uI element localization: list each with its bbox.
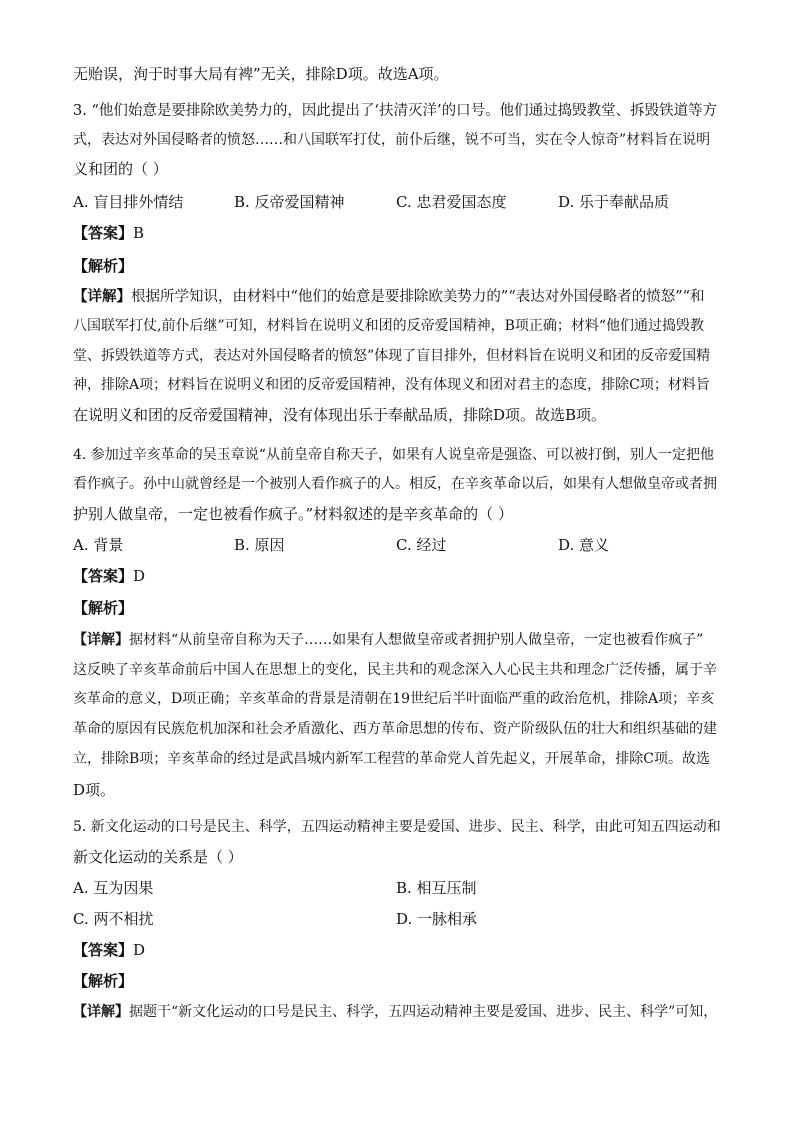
question-stem-line: 看作疯子。孙中山就曾经是一个被别人看作疯子的人。相反，在辛亥革命以后，如果有人想做皇帝或者拥 — [73, 476, 717, 492]
detail-line: 立，排除B项；辛亥革命的经过是武昌城内新军工程营的革命党人首先起义，开展革命，排除C项。故选 — [73, 751, 710, 767]
detail-line: 堂、拆毁铁道等方式，表达对外国侵略者的愤怒”体现了盲目排外，但材料旨在说明义和团的反帝爱国精 — [73, 348, 711, 364]
detail-tag: 【详解】 — [73, 288, 131, 305]
question-stem-line: 4. 参加过辛亥革命的吴玉章说“从前皇帝自称天子，如果有人说皇帝是强盗、可以被打倒，别人一定把他 — [73, 447, 714, 463]
option-b: B. 相互压制 — [396, 879, 477, 897]
option-c: C. 经过 — [396, 536, 447, 554]
question-stem-line: 护别人做皇帝，一定也被看作疯子。”材料叙述的是辛亥革命的（ ） — [73, 505, 513, 523]
question-stem-line: 义和团的（ ） — [73, 160, 168, 178]
detail-line: 这反映了辛亥革命前后中国人在思想上的变化，民主共和的观念深入人心民主共和理念广泛传播，属于辛 — [73, 662, 717, 678]
question-stem-line: 式，表达对外国侵略者的愤怒……和八国联军打仗，前仆后继，锐不可当，实在令人惊奇”材料旨在说明 — [73, 132, 711, 148]
option-d: D. 意义 — [558, 536, 610, 554]
answer-value: D — [133, 567, 146, 585]
option-d: D. 一脉相承 — [396, 910, 478, 928]
detail-line: 革命的原因有民族危机加深和社会矛盾激化、西方革命思想的传布、资产阶级队伍的壮大和组织基础的建 — [73, 721, 717, 737]
analysis-tag: 【解析】 — [73, 257, 134, 275]
answer-line — [73, 940, 145, 960]
answer-line — [73, 223, 144, 243]
detail-line: D项。 — [73, 781, 116, 799]
option-c: C. 忠君爱国态度 — [396, 193, 507, 211]
answer-value: D — [133, 941, 146, 959]
detail-line: 八国联军打仗,前仆后继”可知，材料旨在说明义和团的反帝爱国精神，B项正确；材料“他们通过捣毁教 — [73, 318, 705, 334]
paragraph-line: 无贻误，洵于时事大局有裨”无关，排除D项。故选A项。 — [73, 65, 449, 83]
detail-line — [73, 1002, 717, 1022]
option-a: A. 盲目排外情结 — [73, 193, 184, 211]
analysis-tag: 【解析】 — [73, 599, 134, 617]
detail-text: 根据所学知识，由材料中“他们的始意是要排除欧美势力的”“表达对外国侵略者的愤怒”“和 — [131, 289, 705, 305]
answer-tag: 【答案】 — [73, 224, 134, 242]
detail-tag: 【详解】 — [73, 1004, 129, 1020]
detail-tag: 【详解】 — [73, 632, 129, 648]
detail-line: 神，排除A项；材料旨在说明义和团的反帝爱国精神，没有体现义和团对君主的态度，排除C项；材料旨 — [73, 377, 710, 393]
analysis-tag: 【解析】 — [73, 972, 134, 990]
answer-line — [73, 566, 145, 586]
option-a: A. 背景 — [73, 536, 124, 554]
answer-value: B — [133, 224, 145, 242]
option-c: C. 两不相扰 — [73, 910, 154, 928]
detail-text: 据题干“新文化运动的口号是民主、科学，五四运动精神主要是爱国、进步、民主、科学”可知， — [129, 1004, 718, 1020]
answer-tag: 【答案】 — [73, 941, 134, 959]
question-stem-line: 新文化运动的关系是（ ） — [73, 848, 243, 866]
answer-tag: 【答案】 — [73, 567, 134, 585]
detail-line — [73, 287, 705, 307]
option-a: A. 互为因果 — [73, 879, 154, 897]
detail-line: 在说明义和团的反帝爱国精神，没有体现出乐于奉献品质，排除D项。故选B项。 — [73, 406, 607, 424]
detail-line: 亥革命的意义，D项正确；辛亥革命的背景是清朝在19世纪后半叶面临严重的政治危机，排除A项；辛亥 — [73, 691, 715, 707]
option-d: D. 乐于奉献品质 — [558, 193, 670, 211]
question-stem-line: 3. “他们始意是要排除欧美势力的，因此提出了‘扶清灭洋’的口号。他们通过捣毁教堂、拆毁铁道等方 — [73, 103, 718, 119]
question-stem-line: 5. 新文化运动的口号是民主、科学，五四运动精神主要是爱国、进步、民主、科学，由此可知五四运动和 — [73, 819, 721, 835]
option-b: B. 原因 — [234, 536, 285, 554]
option-b: B. 反帝爱国精神 — [234, 193, 345, 211]
detail-text: 据材料“从前皇帝自称为天子……如果有人想做皇帝或者拥护别人做皇帝，一定也被看作疯子” — [129, 632, 704, 648]
detail-line — [73, 630, 703, 650]
